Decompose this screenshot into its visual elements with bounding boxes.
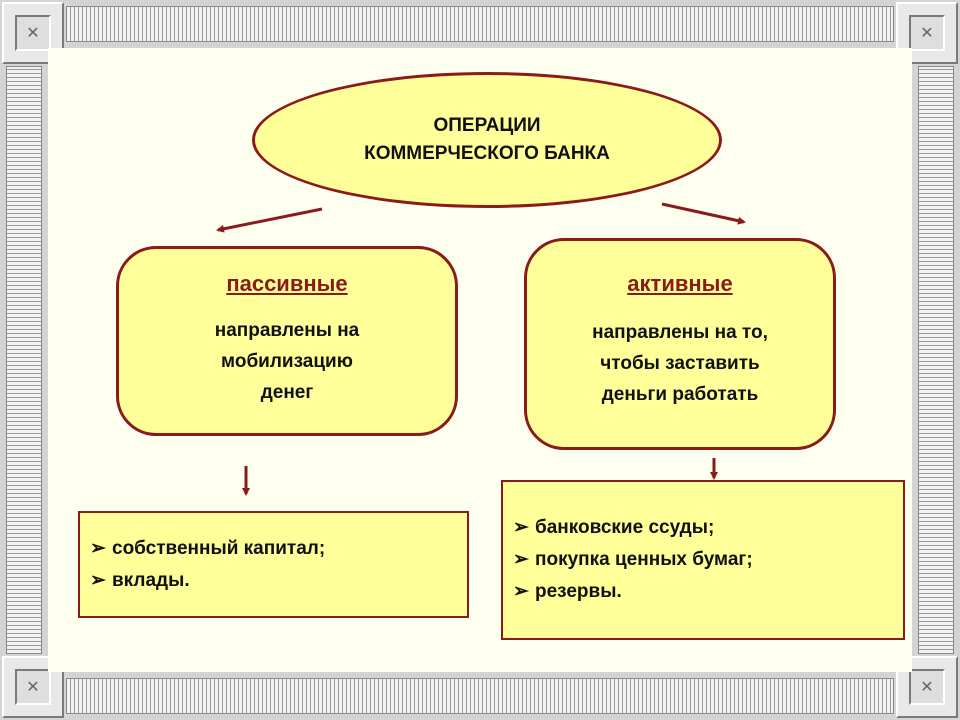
active-desc-line: направлены на то, <box>592 322 768 343</box>
active-description <box>527 317 833 410</box>
list-item: ➢ покупка ценных бумаг; <box>513 544 893 576</box>
close-icon: ✕ <box>920 679 934 696</box>
arrow-bullet-icon: ➢ <box>513 517 529 538</box>
active-box <box>524 238 836 450</box>
arrow-bullet-icon: ➢ <box>90 570 106 591</box>
arrow-bullet-icon: ➢ <box>90 538 106 559</box>
passive-desc-line: мобилизацию <box>221 351 353 372</box>
arrow-bullet-icon: ➢ <box>513 581 529 602</box>
passive-list <box>78 511 469 618</box>
title-line-2: КОММЕРЧЕСКОГО БАНКА <box>364 143 610 164</box>
passive-box <box>116 246 458 436</box>
active-desc-line: деньги работать <box>601 384 759 405</box>
active-desc-line: чтобы заставить <box>600 353 760 374</box>
list-item: ➢ банковские ссуды; <box>513 512 893 544</box>
passive-desc-line: направлены на <box>214 320 360 341</box>
list-item: ➢ резервы. <box>513 576 893 608</box>
arrow-to-active <box>662 204 744 222</box>
arrow-to-passive <box>218 209 322 230</box>
active-list <box>501 480 905 640</box>
title-oval <box>252 72 722 208</box>
close-icon: ✕ <box>26 25 40 42</box>
active-title: активные <box>627 271 733 296</box>
passive-title: пассивные <box>226 271 348 296</box>
passive-description <box>119 315 455 408</box>
title-line-1: ОПЕРАЦИИ <box>433 115 541 136</box>
arrow-bullet-icon: ➢ <box>513 549 529 570</box>
close-icon: ✕ <box>920 25 934 42</box>
passive-desc-line: денег <box>260 382 314 403</box>
list-item: ➢ вклады. <box>90 565 457 597</box>
close-icon: ✕ <box>26 679 40 696</box>
list-item: ➢ собственный капитал; <box>90 533 457 565</box>
